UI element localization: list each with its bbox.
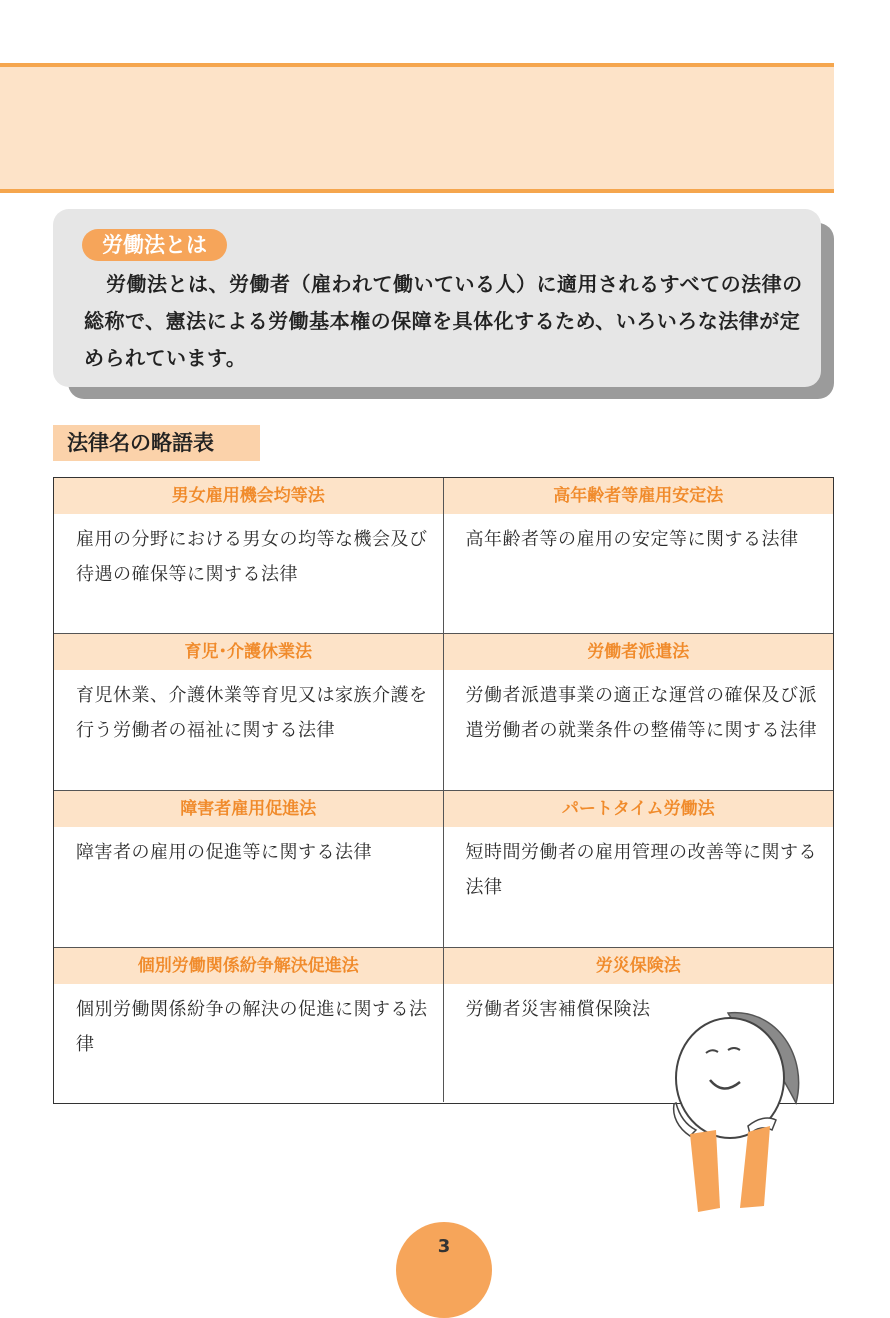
law-description: 労働者災害補償保険法 bbox=[465, 999, 651, 1020]
law-description: 労働者派遣事業の適正な運営の確保及び派遣労働者の就業条件の整備等に関する法律 bbox=[465, 685, 817, 741]
law-cell bbox=[54, 791, 444, 948]
intro-text: 労働法とは、労働者（雇われて働いている人）に適用されるすべての法律の総称で、憲法による労働基本権の保障を具体化するため、いろいろな法律が定められています。 bbox=[84, 272, 803, 370]
law-name: 労災保険法 bbox=[444, 948, 834, 984]
law-name: パートタイム労働法 bbox=[444, 791, 834, 827]
law-name: 男女雇用機会均等法 bbox=[54, 478, 443, 514]
law-name: 障害者雇用促進法 bbox=[54, 791, 443, 827]
table-heading: 法律名の略語表 bbox=[53, 425, 260, 461]
law-description: 障害者の雇用の促進等に関する法律 bbox=[76, 842, 372, 863]
law-description: 育児休業、介護休業等育児又は家族介護を行う労働者の福祉に関する法律 bbox=[76, 685, 428, 741]
law-name: 高年齢者等雇用安定法 bbox=[444, 478, 834, 514]
law-description: 短時間労働者の雇用管理の改善等に関する法律 bbox=[465, 842, 817, 898]
intro-tag: 労働法とは bbox=[82, 229, 227, 261]
law-description: 高年齢者等の雇用の安定等に関する法律 bbox=[465, 529, 799, 550]
law-cell bbox=[444, 478, 834, 634]
law-name: 個別労働関係紛争解決促進法 bbox=[54, 948, 443, 984]
page-number: 3 bbox=[437, 1236, 451, 1257]
law-cell bbox=[54, 634, 444, 791]
mascot-illustration bbox=[668, 1008, 808, 1213]
law-description: 個別労働関係紛争の解決の促進に関する法律 bbox=[76, 999, 428, 1055]
law-cell bbox=[54, 948, 444, 1102]
header-band bbox=[0, 63, 834, 193]
law-description: 雇用の分野における男女の均等な機会及び待遇の確保等に関する法律 bbox=[76, 529, 428, 585]
law-cell bbox=[54, 478, 444, 634]
law-cell bbox=[444, 791, 834, 948]
law-name: 労働者派遣法 bbox=[444, 634, 834, 670]
law-cell bbox=[444, 634, 834, 791]
law-name: 育児･介護休業法 bbox=[54, 634, 443, 670]
